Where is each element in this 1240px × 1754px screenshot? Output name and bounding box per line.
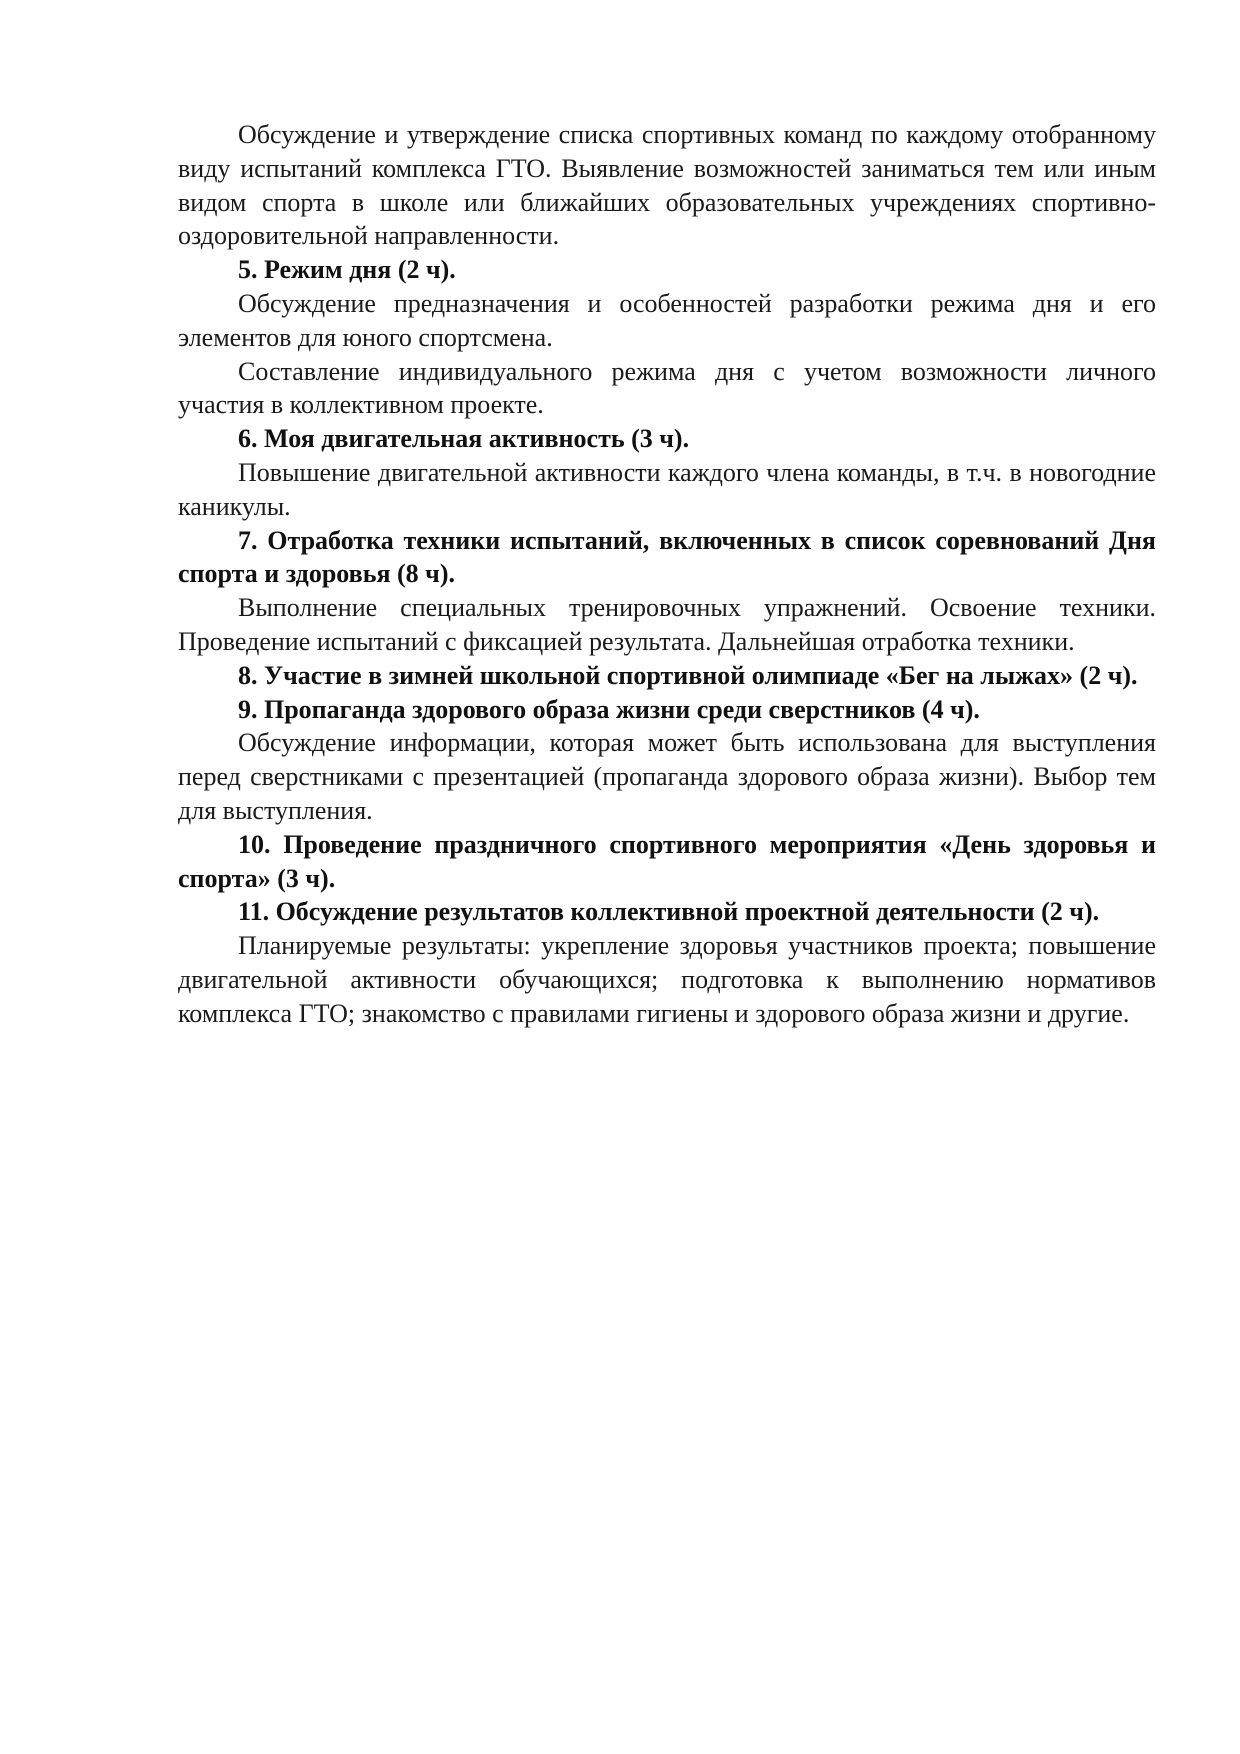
paragraph-technique-training: Выполнение специальных тренировочных упражнений. Освоение техники. Проведение испытаний с фиксацией результата. Дальнейшая отработка техники. (178, 593, 1156, 656)
section-heading-5: 5. Режим дня (2 ч). (238, 255, 456, 285)
paragraph-daily-routine-individual: Составление индивидуального режима дня с учетом возможности личного участия в коллективном проекте. (178, 356, 1156, 420)
paragraph-daily-routine-purpose: Обсуждение предназначения и особенностей разработки режима дня и его элементов для юного спортсмена. (178, 288, 1156, 352)
paragraph-healthy-lifestyle-promotion: Обсуждение информации, которая может быть использована для выступления перед сверстниками с презентацией (пропаганда здорового образа жизни). Выбор тем для выступления. (178, 728, 1156, 825)
document-body (178, 118, 1156, 1031)
paragraph-team-lists: Обсуждение и утверждение списка спортивных команд по каждому отобранному виду испытаний комплекса ГТО. Выявление возможностей заниматься тем или иным видом спорта в школе или ближайших образовательных учреждениях спортивно-оздоровительной направленности. (178, 120, 1156, 251)
section-heading-9: 9. Пропаганда здорового образа жизни среди сверстников (4 ч). (238, 694, 980, 724)
section-heading-7: 7. Отработка техники испытаний, включенных в список соревнований Дня спорта и здоровья (8 ч). (178, 525, 1156, 589)
section-heading-11: 11. Обсуждение результатов коллективной проектной деятельности (2 ч). (238, 897, 1100, 927)
section-heading-6: 6. Моя двигательная активность (3 ч). (238, 424, 690, 454)
paragraph-motor-activity: Повышение двигательной активности каждого члена команды, в т.ч. в новогодние каникулы. (178, 457, 1156, 521)
section-heading-8: 8. Участие в зимней школьной спортивной олимпиаде «Бег на лыжах» (2 ч). (238, 660, 1138, 690)
paragraph-planned-results: Планируемые результаты: укрепление здоровья участников проекта; повышение двигательной активности обучающихся; подготовка к выполнению нормативов комплекса ГТО; знакомство с правилами гигиены и здорового образа жизни и другие. (178, 931, 1156, 1028)
section-heading-10: 10. Проведение праздничного спортивного мероприятия «День здоровья и спорта» (3 ч). (178, 829, 1156, 893)
